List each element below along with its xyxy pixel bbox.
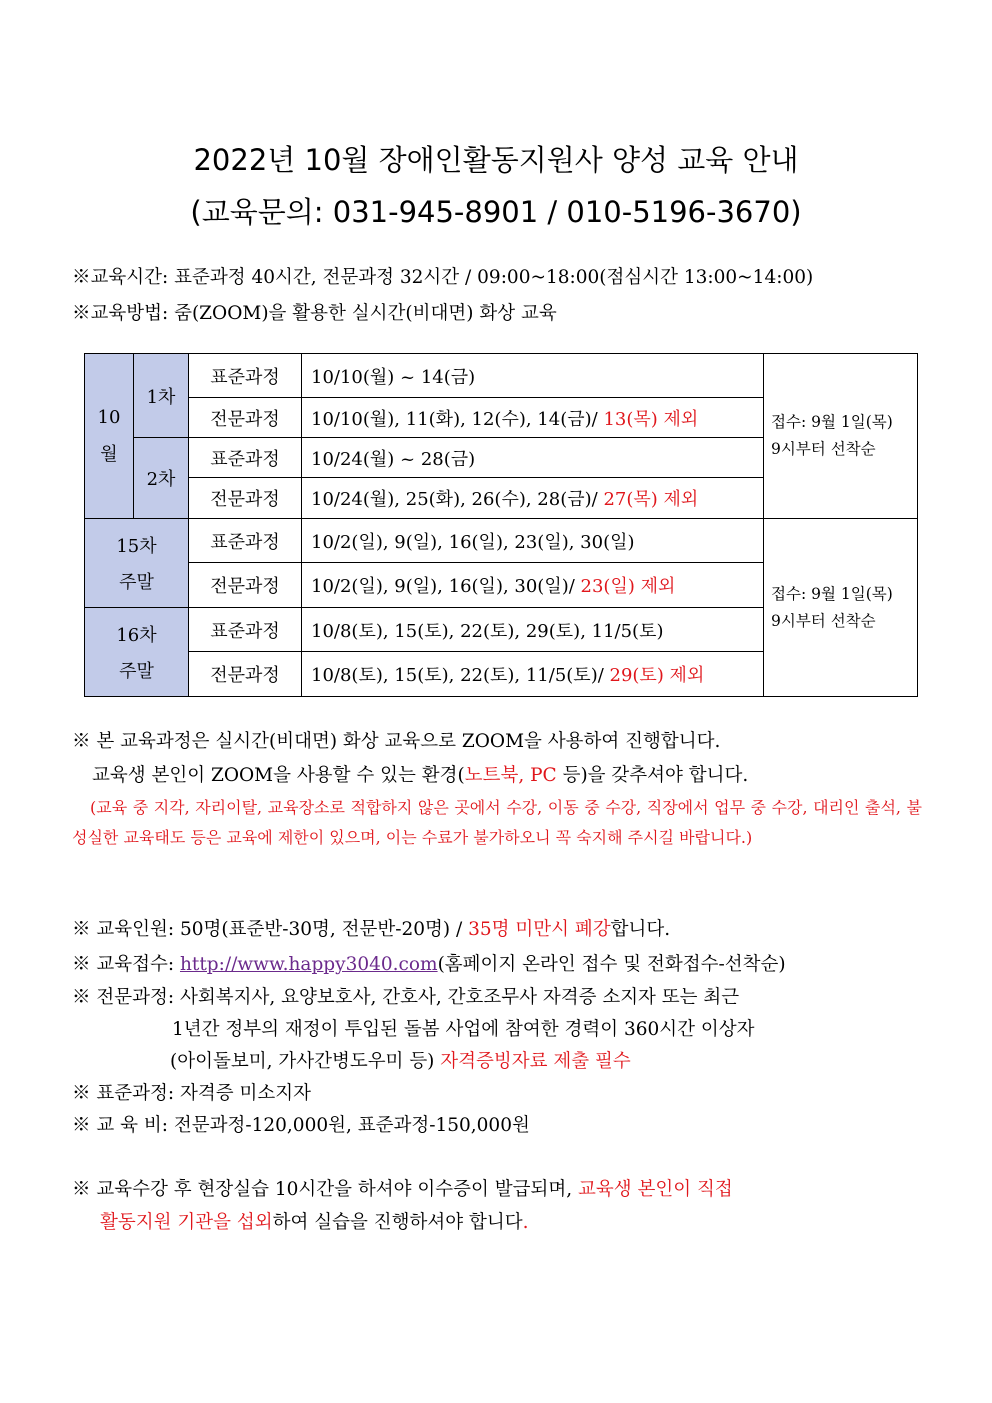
notice-zoom: ※ 본 교육과정은 실시간(비대면) 화상 교육으로 ZOOM을 사용하여 진행합니다.: [72, 731, 721, 752]
inquiry-contact: (교육문의: 031-945-8901 / 010-5196-3670): [190, 195, 802, 229]
registration-info: ※ 교육접수: http://www.happy3040.com(홈페이지 온라인 접수 및 전화접수-선착순): [72, 954, 786, 975]
course-label: 표준과정: [189, 354, 302, 398]
education-method: ※교육방법: 줌(ZOOM)을 활용한 실시간(비대면) 화상 교육: [72, 303, 557, 324]
registration-note: 접수: 9월 1일(목) 9시부터 선착순: [764, 519, 918, 697]
course-dates: 10/8(토), 15(토), 22(토), 29(토), 11/5(토): [302, 608, 764, 652]
course-dates: 10/10(월), 11(화), 12(수), 14(금)/ 13(목) 제외: [302, 398, 764, 438]
course-label: 전문과정: [189, 398, 302, 438]
specialist-requirement: ※ 전문과정: 사회복지사, 요양보호사, 간호사, 간호조무사 자격증 소지자 또는 최근: [72, 987, 740, 1008]
month-cell: 10 월: [85, 354, 134, 519]
course-dates: 10/24(월) ~ 28(금): [302, 438, 764, 478]
course-dates: 10/2(일), 9(일), 16(일), 30(일)/ 23(일) 제외: [302, 563, 764, 608]
page-title: 2022년 10월 장애인활동지원사 양성 교육 안내: [193, 143, 799, 177]
course-label: 표준과정: [189, 608, 302, 652]
course-label: 전문과정: [189, 652, 302, 697]
course-dates: 10/24(월), 25(화), 26(수), 28(금)/ 27(목) 제외: [302, 478, 764, 519]
practicum-info: ※ 교육수강 후 현장실습 10시간을 하셔야 이수증이 발급되며, 교육생 본인이 직접: [72, 1179, 733, 1200]
standard-requirement: ※ 표준과정: 자격증 미소지자: [72, 1083, 311, 1104]
round-2-cell: 2차: [134, 438, 189, 519]
course-dates: 10/10(월) ~ 14(금): [302, 354, 764, 398]
specialist-requirement-2: 1년간 정부의 재정이 투입된 돌봄 사업에 참여한 경력이 360시간 이상자: [172, 1019, 755, 1040]
specialist-requirement-3: (아이돌보미, 가사간병도우미 등) 자격증빙자료 제출 필수: [170, 1051, 631, 1072]
attendance-warning: (교육 중 지각, 자리이탈, 교육장소로 적합하지 않은 곳에서 수강, 이동 중 수강, 직장에서 업무 중 수강, 대리인 출석, 불성실한 교육태도 등은 교육에 제한이 있으며, 이는 수료가 불가하오니 꼭 숙지해 주시길 바랍니다.): [72, 798, 922, 847]
weekend-15-cell: 15차 주말: [85, 519, 189, 608]
education-time: ※교육시간: 표준과정 40시간, 전문과정 32시간 / 09:00~18:00(점심시간 13:00~14:00): [72, 267, 814, 288]
course-label: 전문과정: [189, 563, 302, 608]
registration-note: 접수: 9월 1일(목) 9시부터 선착순: [764, 354, 918, 519]
practicum-info-2: 활동지원 기관을 섭외하여 실습을 진행하셔야 합니다.: [100, 1212, 529, 1233]
homepage-link[interactable]: http://www.happy3040.com: [179, 954, 438, 975]
education-fee: ※ 교 육 비: 전문과정-120,000원, 표준과정-150,000원: [72, 1115, 530, 1136]
round-1-cell: 1차: [134, 354, 189, 438]
course-dates: 10/8(토), 15(토), 22(토), 11/5(토)/ 29(토) 제외: [302, 652, 764, 697]
weekend-16-cell: 16차 주말: [85, 608, 189, 697]
course-label: 전문과정: [189, 478, 302, 519]
notice-environment: 교육생 본인이 ZOOM을 사용할 수 있는 환경(노트북, PC 등)을 갖추셔야 합니다.: [92, 765, 749, 786]
schedule-table: [84, 353, 918, 697]
capacity-info: ※ 교육인원: 50명(표준반-30명, 전문반-20명) / 35명 미만시 폐강합니다.: [72, 919, 671, 940]
course-dates: 10/2(일), 9(일), 16(일), 23(일), 30(일): [302, 519, 764, 563]
course-label: 표준과정: [189, 438, 302, 478]
course-label: 표준과정: [189, 519, 302, 563]
